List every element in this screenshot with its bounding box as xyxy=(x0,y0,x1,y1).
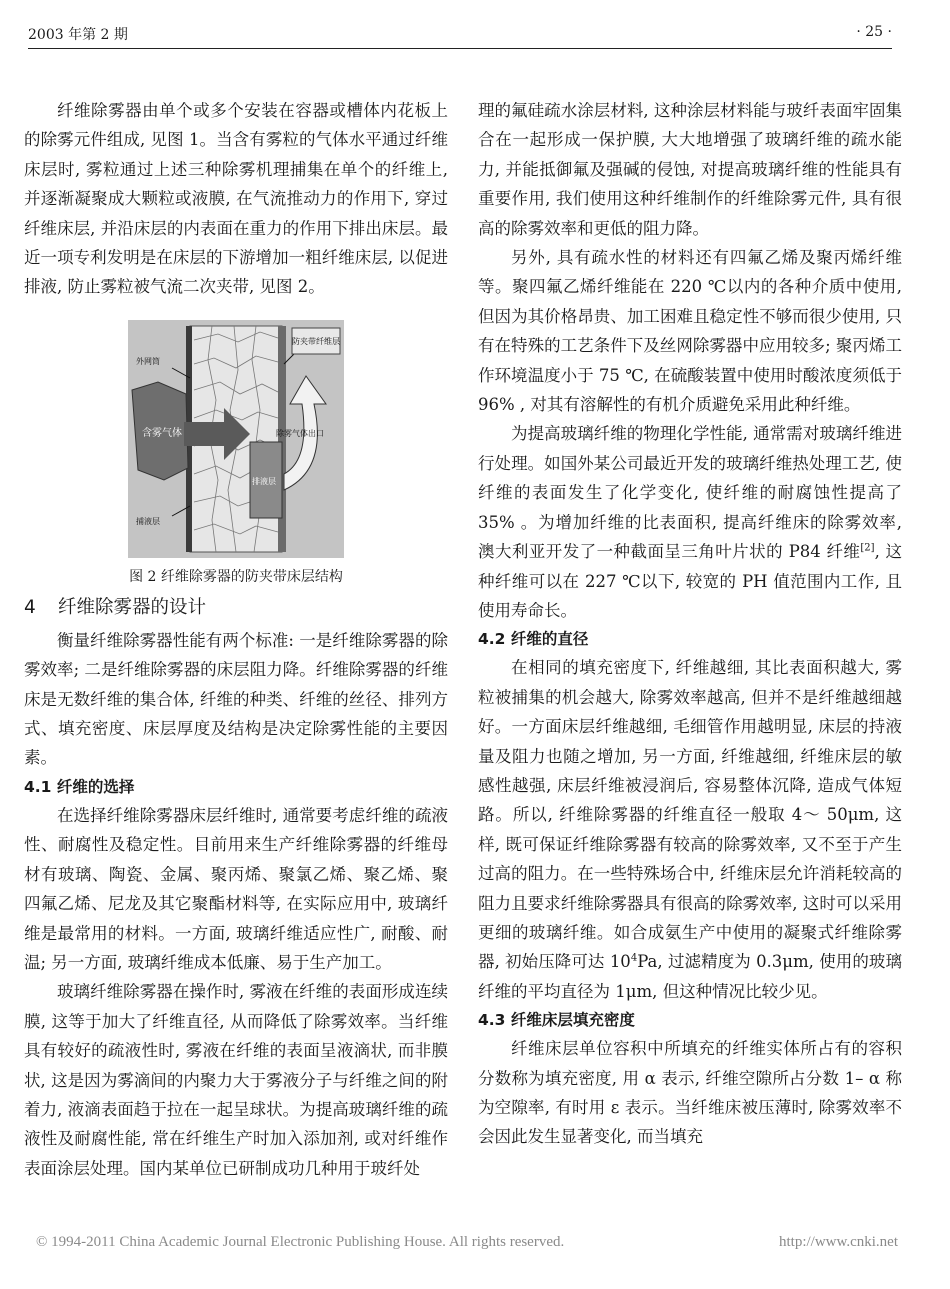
fiber-bed-structure-diagram xyxy=(128,320,344,558)
citation-ref: [2] xyxy=(860,542,875,554)
text-run: 在相同的填充密度下, 纤维越细, 其比表面积越大, 雾粒被捕集的机会越大, 除雾效率越高, 但并不是纤维越细越好。一方面床层纤维越细, 毛细管作用越明显, 床层的持液量及阻力也随之增加, 另一方面, 纤维越细, 纤维床层的敏感性越强, 床层纤维被浸润后, 容易整体沉降, 造成气体短路。所以, 纤维除雾器的纤维直径一般取 4～ 50μm, 这样, 既可保证纤维除雾器有较高的除雾效率, 又不至于产生过高的阻力。在一些特殊场合中, 纤维床层允许消耗较高的阻力且要求纤维除雾器具有很高的除雾效率, 这时可以采用更细的玻璃纤维。如合成氨生产中使用的凝聚式纤维除雾器, 初始压降可达 xyxy=(478,658,902,972)
copyright-notice: © 1994-2011 China Academic Journal Electronic Publishing House. All rights reserved. xyxy=(36,1234,565,1250)
label-anti-entrainment-layer: 防夹带纤维层 xyxy=(292,336,340,346)
footer xyxy=(36,1234,898,1251)
subsection-heading: 4.1 纤维的选择 xyxy=(24,777,135,796)
right-column xyxy=(478,96,902,1152)
text-run: Pa, 过滤精度为 0.3μm, 使用的玻璃纤维的平均直径为 1μm, 但这种情况比较少见。 xyxy=(478,952,902,1001)
paragraph: 衡量纤维除雾器性能有两个标准: 一是纤维除雾器的除雾效率; 二是纤维除雾器的床层阻力降。纤维除雾器的纤维床是无数纤维的集合体, 纤维的种类、纤维的丝径、排列方式、填充密度、床层厚度及结构是决定除雾性能的主要因素。 xyxy=(24,630,448,768)
label-drain-layer: 排液层 xyxy=(252,476,276,486)
subsection-heading: 4.2 纤维的直径 xyxy=(478,630,589,649)
figure-2-diagram xyxy=(128,320,344,558)
page-number: · 25 · xyxy=(856,24,892,40)
paragraph: 纤维除雾器由单个或多个安装在容器或槽体内花板上的除雾元件组成, 见图 1。当含有雾粒的气体水平通过纤维床层时, 雾粒通过上述三种除雾机理捕集在单个的纤维上, 并逐渐凝聚成大颗粒或液膜, 在气流推动力的作用下, 穿过纤维床层, 并沿床层的内表面在重力的作用下排出床层。最近一项专利发明是在床层的下游增加一粗纤维床层, 以促进排液, 防止雾粒被气流二次夹带, 见图 2。 xyxy=(24,101,448,297)
subsection-heading: 4.3 纤维床层填充密度 xyxy=(478,1011,635,1030)
text-run: 为提高玻璃纤维的物理化学性能, 通常需对玻璃纤维进行处理。如国外某公司最近开发的玻璃纤维热处理工艺, 使纤维的表面发生了化学变化, 使纤维的耐腐蚀性提高了 35% 。为增加纤维的比表面积, 提高纤维床的除雾效率, 澳大利亚开发了一种截面呈三角叶片状的 P84 纤维 xyxy=(478,424,902,562)
label-outer-mesh: 外网筒 xyxy=(136,356,160,366)
paragraph: 纤维床层单位容积中所填充的纤维实体所占有的容积分数称为填充密度, 用 α 表示, 纤维空隙所占分数 1– α 称为空隙率, 有时用 ε 表示。当纤维床被压薄时, 除雾效率不会因此发生显著变化, 而当填充 xyxy=(478,1039,902,1147)
section-title: 纤维除雾器的设计 xyxy=(58,596,207,618)
section-number: 4 xyxy=(24,596,36,618)
running-header xyxy=(28,14,892,49)
text-run: , 这种纤维可以在 227 ℃以下, 较宽的 PH 值范围内工作, 且使用寿命长。 xyxy=(478,542,902,620)
journal-issue: 2003 年第 2 期 xyxy=(28,27,128,43)
label-mist-gas-inlet: 含雾气体 xyxy=(142,427,182,439)
paragraph xyxy=(478,653,902,1006)
paragraph: 在选择纤维除雾器床层纤维时, 通常要考虑纤维的疏液性、耐腐性及稳定性。目前用来生产纤维除雾器的纤维母材有玻璃、陶瓷、金属、聚丙烯、聚氯乙烯、聚乙烯、聚四氟乙烯、尼龙及其它聚酯材料等, 在实际应用中, 玻璃纤维是最常用的材料。一方面, 玻璃纤维适应性广, 耐酸、耐温; 另一方面, 玻璃纤维成本低廉、易于生产加工。 xyxy=(24,805,448,972)
label-collection-layer: 捕液层 xyxy=(136,516,160,526)
section-heading xyxy=(24,592,448,624)
pressure-value: 10 xyxy=(609,952,631,972)
figure-caption: 图 2 纤维除雾器的防夹带床层结构 xyxy=(129,568,343,585)
label-clean-gas-outlet: 除雾气体出口 xyxy=(276,428,324,438)
left-column xyxy=(24,96,448,1183)
paragraph: 玻璃纤维除雾器在操作时, 雾液在纤维的表面形成连续膜, 这等于加大了纤维直径, 从而降低了除雾效率。当纤维具有较好的疏液性时, 雾液在纤维的表面呈液滴状, 而非膜状, 这是因为雾滴间的内聚力大于雾液分子与纤维之间的附着力, 液滴表面趋于拉在一起呈球状。为提高玻璃纤维的疏液性及耐腐性能, 常在纤维生产时加入添加剂, 或对纤维作表面涂层处理。国内某单位已研制成功几种用于玻纤处 xyxy=(24,982,448,1178)
paragraph xyxy=(478,419,902,625)
exponent: 4 xyxy=(630,952,638,964)
paragraph: 理的氟硅疏水涂层材料, 这种涂层材料能与玻纤表面牢固集合在一起形成一保护膜, 大大地增强了玻璃纤维的疏水能力, 并能抵御氟及强碱的侵蚀, 对提高玻璃纤维的性能具有重要作用, 我们使用这种纤维制作的纤维除雾元件, 具有很高的除雾效率和更低的阻力降。 xyxy=(478,101,902,238)
paragraph: 另外, 具有疏水性的材料还有四氟乙烯及聚丙烯纤维等。聚四氟乙烯纤维能在 220 ℃以内的各种介质中使用, 但因为其价格昂贵、加工困难且稳定性不够而很少使用, 只有在特殊的工艺条件下及丝网除雾器中应用较多; 聚丙烯工作环境温度小于 75 ℃, 在硫酸装置中使用时酸浓度须低于 96% , 对其有溶解性的有机介质避免采用此种纤维。 xyxy=(478,248,902,415)
footer-url: http://www.cnki.net xyxy=(778,1234,898,1250)
